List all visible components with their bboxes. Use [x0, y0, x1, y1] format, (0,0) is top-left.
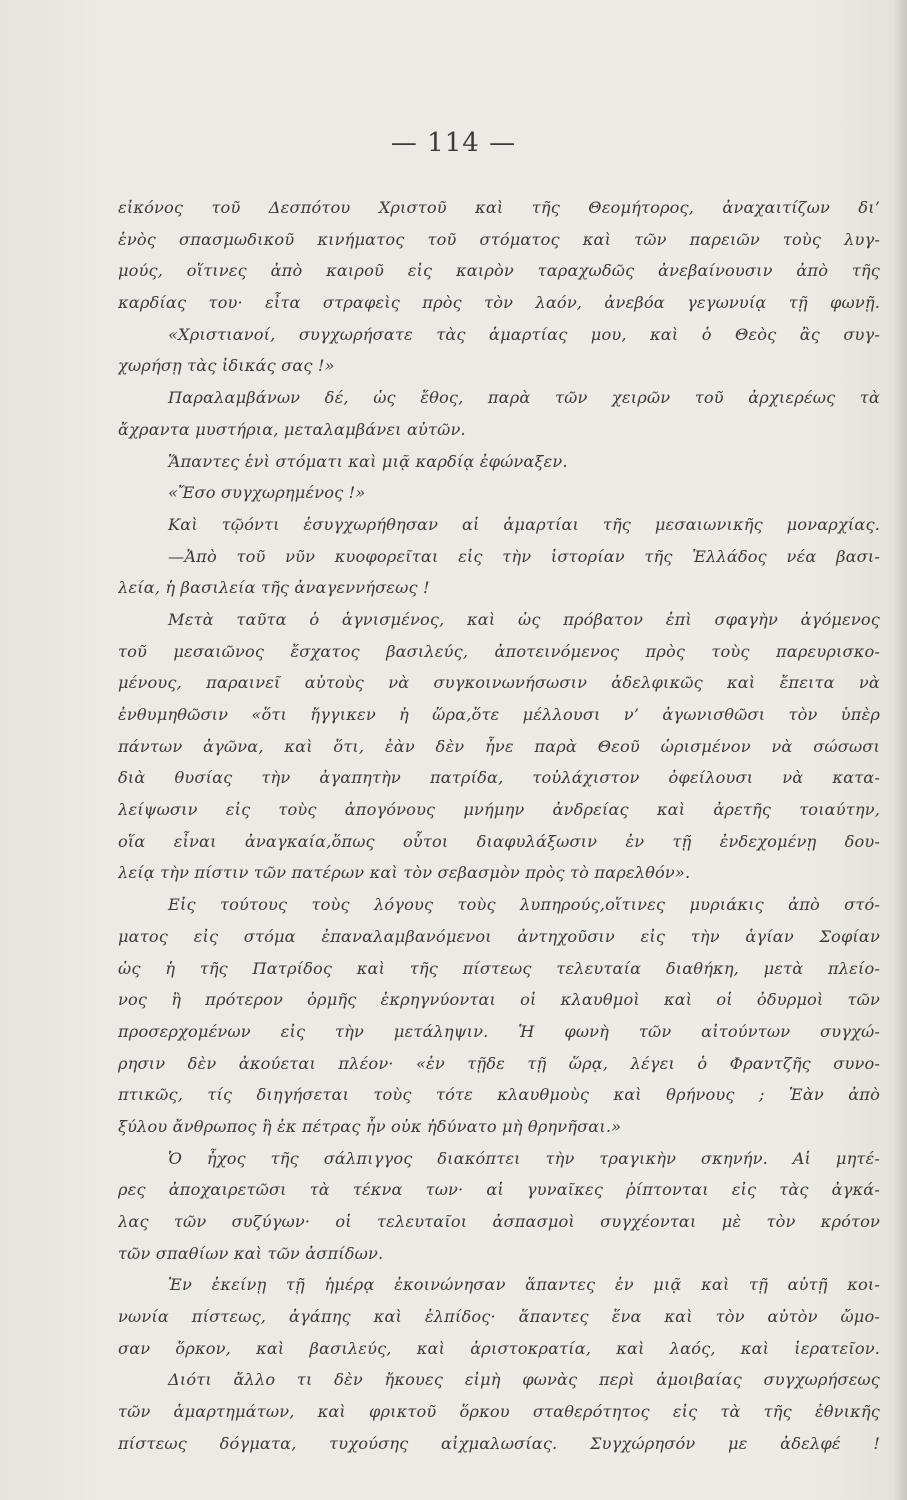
- text-line: Ἅπαντες ἑνὶ στόματι καὶ μιᾷ καρδίᾳ ἐφώναξεν.: [168, 451, 568, 471]
- text-line: τῶν σπαθίων καὶ τῶν ἀσπίδων.: [118, 1243, 384, 1263]
- text-line: οἵα εἶναι ἀναγκαία,ὅπως οὗτοι διαφυλάξωσιν ἐν τῇ ἐνδεχομένῃ δου-: [118, 831, 880, 851]
- text-line: διὰ θυσίας τὴν ἀγαπητὴν πατρίδα, τοὐλάχιστον ὀφείλουσι νὰ κατα-: [118, 768, 880, 788]
- text-line: νος ἢ πρότερον ὁρμῆς ἐκρηγνύονται οἱ κλαυθμοὶ καὶ οἱ ὀδυρμοὶ τῶν: [118, 990, 880, 1010]
- text-line: Εἰς τούτους τοὺς λόγους τοὺς λυπηρούς,οἵτινες μυριάκις ἀπὸ στό-: [168, 895, 880, 915]
- text-line: λείᾳ τὴν πίστιν τῶν πατέρων καὶ τὸν σεβασμὸν πρὸς τὸ παρελθόν».: [118, 863, 691, 883]
- text-line: Μετὰ ταῦτα ὁ ἁγνισμένος, καὶ ὡς πρόβατον ἐπὶ σφαγὴν ἀγόμενος: [168, 609, 880, 629]
- text-line: λας τῶν συζύγων· οἱ τελευταῖοι ἀσπασμοὶ συγχέονται μὲ τὸν κρότον: [118, 1212, 880, 1231]
- text-line: ξύλου ἄνθρωπος ἢ ἐκ πέτρας ἦν οὐκ ἠδύνατο μὴ θρηνῆσαι.»: [118, 1116, 622, 1136]
- text-line: προσερχομένων εἰς τὴν μετάληψιν. Ἡ φωνὴ τῶν αἰτούντων συγχώ-: [118, 1021, 880, 1041]
- text-line: χωρήσῃ τὰς ἰδικάς σας !»: [118, 356, 335, 376]
- text-line: πτικῶς, τίς διηγήσεται τοὺς τότε κλαυθμοὺς καὶ θρήνους ; Ἐὰν ἀπὸ: [118, 1085, 880, 1105]
- text-line: ἑνὸς σπασμωδικοῦ κινήματος τοῦ στόματος καὶ τῶν παρειῶν τοὺς λυγ-: [118, 229, 880, 249]
- body-text: [118, 192, 880, 1460]
- text-line: λεία, ἡ βασιλεία τῆς ἀναγεννήσεως !: [118, 578, 430, 598]
- text-line: ρησιν δὲν ἀκούεται πλέον· «ἐν τῇδε τῇ ὥρᾳ, λέγει ὁ Φραντζῆς συνο-: [118, 1053, 880, 1073]
- text-line: Διότι ἄλλο τι δὲν ἤκουες εἰμὴ φωνὰς περὶ ἀμοιβαίας συγχωρήσεως: [168, 1370, 880, 1390]
- text-line: εἰκόνος τοῦ Δεσπότου Χριστοῦ καὶ τῆς Θεομήτορος, ἀναχαιτίζων δι’: [118, 198, 880, 217]
- text-line: ρες ἀποχαιρετῶσι τὰ τέκνα των· αἱ γυναῖκες ῥίπτονται εἰς τὰς ἀγκά-: [118, 1180, 880, 1200]
- text-line: σαν ὅρκον, καὶ βασιλεύς, καὶ ἀριστοκρατία, καὶ λαός, καὶ ἱερατεῖον.: [118, 1338, 880, 1358]
- text-line: μένους, παραινεῖ αὐτοὺς νὰ συγκοινωνήσωσιν ἀδελφικῶς καὶ ἔπειτα νὰ: [118, 673, 880, 693]
- text-line: Παραλαμβάνων δέ, ὡς ἔθος, παρὰ τῶν χειρῶν τοῦ ἀρχιερέως τὰ: [168, 388, 880, 408]
- text-line: τῶν ἁμαρτημάτων, καὶ φρικτοῦ ὅρκου σταθερότητος εἰς τὰ τῆς ἐθνικῆς: [118, 1402, 880, 1422]
- text-line: ματος εἰς στόμα ἐπαναλαμβανόμενοι ἀντηχοῦσιν εἰς τὴν ἁγίαν Σοφίαν: [118, 926, 880, 946]
- text-line: «Χριστιανοί, συγχωρήσατε τὰς ἁμαρτίας μου, καὶ ὁ Θεὸς ἂς συγ-: [168, 324, 880, 344]
- text-line: τοῦ μεσαιῶνος ἔσχατος βασιλεύς, ἀποτεινόμενος πρὸς τοὺς παρευρισκο-: [118, 641, 880, 661]
- text-line: ὡς ἡ τῆς Πατρίδος καὶ τῆς πίστεως τελευταία διαθήκη, μετὰ πλείο-: [118, 958, 880, 978]
- text-line: μούς, οἵτινες ἀπὸ καιροῦ εἰς καιρὸν ταραχωδῶς ἀνεβαίνουσιν ἀπὸ τῆς: [118, 261, 880, 281]
- text-line: Ἐν ἐκείνῃ τῇ ἡμέρᾳ ἐκοινώνησαν ἅπαντες ἐν μιᾷ καὶ τῇ αὐτῇ κοι-: [168, 1275, 880, 1295]
- text-line: λείψωσιν εἰς τοὺς ἀπογόνους μνήμην ἀνδρείας καὶ ἀρετῆς τοιαύτην,: [118, 800, 880, 820]
- text-line: καρδίας του· εἶτα στραφεὶς πρὸς τὸν λαόν, ἀνεβόα γεγωνυίᾳ τῇ φωνῇ.: [118, 293, 880, 313]
- text-line: Ὁ ἦχος τῆς σάλπιγγος διακόπτει τὴν τραγικὴν σκηνήν. Αἱ μητέ-: [168, 1148, 880, 1168]
- text-line: ἄχραντα μυστήρια, μεταλαμβάνει αὐτῶν.: [118, 419, 466, 439]
- page-number: — 114 —: [390, 128, 517, 158]
- text-line: πίστεως δόγματα, τυχούσης αἰχμαλωσίας. Συγχώρησόν με ἀδελφέ !: [118, 1433, 880, 1453]
- page-edge-shadow: [893, 0, 907, 1500]
- text-line: ἐνθυμηθῶσιν «ὅτι ἤγγικεν ἡ ὥρα,ὅτε μέλλουσι ν’ ἀγωνισθῶσι τὸν ὑπὲρ: [118, 705, 880, 724]
- text-line: νωνία πίστεως, ἀγάπης καὶ ἐλπίδος· ἅπαντες ἕνα καὶ τὸν αὐτὸν ὤμο-: [118, 1307, 880, 1327]
- text-line: «Ἔσο συγχωρημένος !»: [168, 483, 366, 503]
- text-line: Καὶ τῷόντι ἐσυγχωρήθησαν αἱ ἁμαρτίαι τῆς μεσαιωνικῆς μοναρχίας.: [168, 514, 880, 534]
- text-line: πάντων ἀγῶνα, καὶ ὅτι, ἐὰν δὲν ἦνε παρὰ Θεοῦ ὡρισμένον νὰ σώσωσι: [118, 736, 880, 756]
- text-line: —Ἀπὸ τοῦ νῦν κυοφορεῖται εἰς τὴν ἱστορίαν τῆς Ἑλλάδος νέα βασι-: [168, 546, 880, 566]
